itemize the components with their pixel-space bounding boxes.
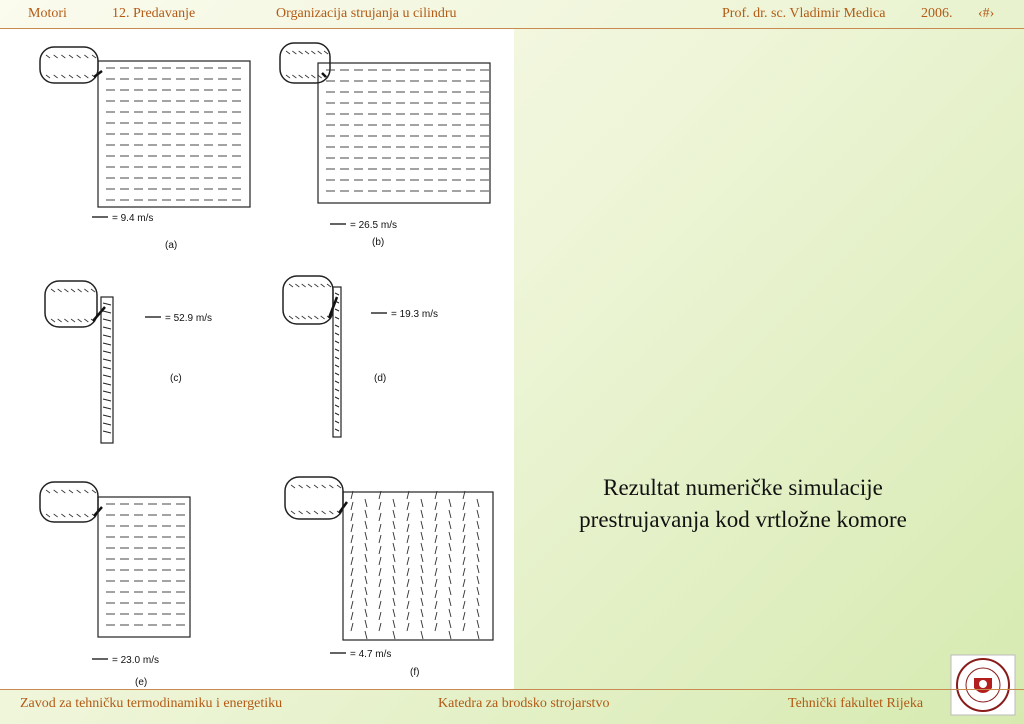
- header-year: 2006.: [921, 6, 953, 21]
- scale-key-label: = 52.9 m/s: [165, 313, 212, 324]
- flow-panel: [283, 276, 438, 437]
- velocity-vector: [77, 514, 81, 517]
- velocity-vector: [103, 407, 111, 409]
- velocity-vector: [299, 75, 303, 78]
- velocity-vector: [435, 612, 437, 620]
- velocity-vector: [407, 502, 409, 510]
- velocity-vector: [351, 502, 353, 510]
- velocity-vector: [335, 421, 339, 423]
- velocity-vector: [393, 554, 395, 562]
- velocity-vector: [103, 335, 111, 337]
- velocity-vector: [393, 543, 395, 551]
- velocity-vector: [58, 289, 62, 292]
- velocity-vector: [286, 75, 290, 78]
- velocity-vector: [379, 535, 381, 543]
- velocity-vector: [103, 391, 111, 393]
- velocity-vector: [351, 579, 353, 587]
- scale-key-label: = 19.3 m/s: [391, 309, 438, 320]
- velocity-vector: [365, 609, 367, 617]
- velocity-vector: [435, 579, 437, 587]
- velocity-vector: [91, 289, 95, 292]
- velocity-vector: [335, 405, 339, 407]
- velocity-vector: [449, 620, 451, 628]
- velocity-vector: [449, 609, 451, 617]
- caption-line-1: Rezultat numeričke simulacije: [603, 475, 883, 500]
- velocity-vector: [54, 75, 58, 78]
- velocity-vector: [449, 532, 451, 540]
- velocity-vector: [379, 579, 381, 587]
- velocity-vector: [335, 389, 339, 391]
- velocity-vector: [311, 75, 315, 78]
- velocity-vector: [463, 601, 465, 609]
- velocity-vector: [379, 601, 381, 609]
- cylinder-outline: [318, 63, 490, 203]
- prechamber-outline: [40, 47, 98, 83]
- velocity-vector: [103, 399, 111, 401]
- velocity-vector: [407, 513, 409, 521]
- velocity-vector: [329, 511, 333, 514]
- velocity-vector: [365, 620, 367, 628]
- velocity-vector: [69, 55, 73, 58]
- velocity-vector: [407, 535, 409, 543]
- velocity-vector: [393, 532, 395, 540]
- footer-divider: [0, 689, 1024, 690]
- velocity-vector: [463, 513, 465, 521]
- velocity-vector: [393, 576, 395, 584]
- velocity-vector: [365, 543, 367, 551]
- velocity-vector: [393, 620, 395, 628]
- velocity-vector: [477, 499, 479, 507]
- velocity-vector: [54, 490, 58, 493]
- velocity-vector: [365, 532, 367, 540]
- velocity-vector: [407, 623, 409, 631]
- velocity-vector: [84, 319, 88, 322]
- velocity-vector: [379, 546, 381, 554]
- velocity-vector: [291, 485, 295, 488]
- velocity-vector: [477, 554, 479, 562]
- velocity-vector: [299, 485, 303, 488]
- velocity-vector: [318, 51, 322, 54]
- scale-key-label: = 26.5 m/s: [350, 220, 397, 231]
- velocity-vector: [103, 359, 111, 361]
- velocity-vector: [46, 75, 50, 78]
- cylinder-outline: [101, 297, 113, 443]
- velocity-vector: [435, 590, 437, 598]
- velocity-vector: [379, 590, 381, 598]
- velocity-vector: [379, 568, 381, 576]
- velocity-vector: [103, 415, 111, 417]
- velocity-vector: [421, 587, 423, 595]
- velocity-vector: [335, 317, 339, 319]
- velocity-vector: [365, 598, 367, 606]
- velocity-vector: [78, 289, 82, 292]
- velocity-vector: [103, 311, 111, 313]
- velocity-vector: [292, 51, 296, 54]
- velocity-vector: [435, 535, 437, 543]
- velocity-vector: [435, 546, 437, 554]
- velocity-vector: [477, 631, 479, 639]
- velocity-vector: [77, 75, 81, 78]
- velocity-vector: [314, 316, 318, 319]
- velocity-vector: [103, 423, 111, 425]
- velocity-vector: [435, 513, 437, 521]
- velocity-vector: [71, 319, 75, 322]
- velocity-vector: [365, 587, 367, 595]
- velocity-vector: [308, 284, 312, 287]
- velocity-vector: [295, 284, 299, 287]
- velocity-vector: [324, 51, 328, 54]
- university-seal-icon: [950, 654, 1016, 716]
- velocity-vector: [51, 319, 55, 322]
- velocity-vector: [449, 521, 451, 529]
- velocity-vector: [103, 303, 111, 305]
- velocity-vector: [421, 620, 423, 628]
- velocity-vector: [351, 623, 353, 631]
- flow-panel: [40, 47, 250, 251]
- velocity-vector: [407, 546, 409, 554]
- velocity-vector: [311, 51, 315, 54]
- cylinder-outline: [98, 497, 190, 637]
- velocity-vector: [379, 524, 381, 532]
- velocity-vector: [77, 55, 81, 58]
- velocity-vector: [463, 502, 465, 510]
- velocity-vector: [335, 397, 339, 399]
- velocity-vector: [365, 565, 367, 573]
- velocity-vector: [314, 511, 318, 514]
- velocity-vector: [421, 576, 423, 584]
- velocity-vector: [69, 514, 73, 517]
- panel-letter: (a): [165, 240, 178, 251]
- velocity-vector: [449, 576, 451, 584]
- velocity-vector: [46, 514, 50, 517]
- velocity-vector: [46, 490, 50, 493]
- velocity-vector: [421, 565, 423, 573]
- panel-letter: (d): [374, 373, 387, 384]
- flow-panel: [45, 281, 212, 443]
- header-topic: Organizacija strujanja u cilindru: [276, 6, 457, 21]
- velocity-vector: [463, 579, 465, 587]
- velocity-vector: [477, 576, 479, 584]
- velocity-vector: [477, 521, 479, 529]
- velocity-vector: [69, 490, 73, 493]
- velocity-vector: [335, 325, 339, 327]
- header-author: Prof. dr. sc. Vladimir Medica: [722, 6, 886, 21]
- velocity-vector: [393, 565, 395, 573]
- velocity-vector: [289, 316, 293, 319]
- velocity-vector: [103, 351, 111, 353]
- velocity-vector: [421, 554, 423, 562]
- velocity-vector: [103, 383, 111, 385]
- velocity-vector: [61, 490, 65, 493]
- velocity-vector: [103, 375, 111, 377]
- velocity-vector: [84, 75, 88, 78]
- velocity-vector: [435, 524, 437, 532]
- scale-key-label: = 9.4 m/s: [112, 213, 154, 224]
- velocity-vector: [103, 327, 111, 329]
- flow-panel: [285, 477, 493, 678]
- velocity-vector: [407, 579, 409, 587]
- velocity-vector: [477, 532, 479, 540]
- velocity-vector: [306, 485, 310, 488]
- velocity-vector: [393, 609, 395, 617]
- slide-header: [0, 0, 1024, 28]
- velocity-vector: [286, 51, 290, 54]
- velocity-vector: [335, 349, 339, 351]
- velocity-vector: [61, 514, 65, 517]
- velocity-vector: [463, 568, 465, 576]
- velocity-vector: [463, 524, 465, 532]
- velocity-vector: [322, 511, 326, 514]
- caption-line-2: prestrujavanja kod vrtložne komore: [579, 507, 907, 532]
- scale-key-label: = 23.0 m/s: [112, 655, 159, 666]
- velocity-vector: [407, 557, 409, 565]
- velocity-vector: [365, 554, 367, 562]
- scale-key-label: = 4.7 m/s: [350, 649, 392, 660]
- velocity-vector: [314, 284, 318, 287]
- velocity-vector: [103, 431, 111, 433]
- velocity-vector: [291, 511, 295, 514]
- velocity-vector: [365, 510, 367, 518]
- velocity-vector: [435, 601, 437, 609]
- velocity-vector: [61, 75, 65, 78]
- velocity-vector: [305, 51, 309, 54]
- footer-faculty: Tehnički fakultet Rijeka: [788, 696, 924, 711]
- velocity-vector: [337, 485, 341, 488]
- throat-channel: [322, 73, 326, 77]
- velocity-vector: [393, 510, 395, 518]
- velocity-vector: [435, 502, 437, 510]
- velocity-vector: [71, 289, 75, 292]
- velocity-vector: [407, 524, 409, 532]
- velocity-vector: [322, 485, 326, 488]
- velocity-vector: [321, 316, 325, 319]
- velocity-vector: [64, 319, 68, 322]
- velocity-vector: [463, 590, 465, 598]
- velocity-vector: [463, 557, 465, 565]
- velocity-vector: [302, 316, 306, 319]
- velocity-vector: [463, 623, 465, 631]
- velocity-vector: [463, 535, 465, 543]
- velocity-vector: [84, 289, 88, 292]
- velocity-vector: [351, 601, 353, 609]
- velocity-vector: [421, 521, 423, 529]
- velocity-vector: [64, 289, 68, 292]
- velocity-vector: [379, 623, 381, 631]
- velocity-vector: [51, 289, 55, 292]
- velocity-vector: [335, 357, 339, 359]
- velocity-vector: [365, 499, 367, 507]
- velocity-vector: [421, 598, 423, 606]
- velocity-vector: [103, 319, 111, 321]
- velocity-vector: [335, 381, 339, 383]
- velocity-vector: [407, 612, 409, 620]
- velocity-vector: [54, 55, 58, 58]
- velocity-vector: [321, 284, 325, 287]
- velocity-vector: [449, 587, 451, 595]
- velocity-vector: [463, 612, 465, 620]
- velocity-vector: [299, 511, 303, 514]
- velocity-vector: [84, 490, 88, 493]
- velocity-vector: [407, 568, 409, 576]
- velocity-vector: [292, 75, 296, 78]
- velocity-vector: [449, 565, 451, 573]
- velocity-vector: [351, 513, 353, 521]
- velocity-vector: [92, 55, 96, 58]
- velocity-vector: [477, 543, 479, 551]
- velocity-vector: [329, 485, 333, 488]
- simulation-figure: [0, 29, 514, 690]
- velocity-vector: [335, 413, 339, 415]
- velocity-vector: [61, 55, 65, 58]
- velocity-vector: [351, 557, 353, 565]
- velocity-vector: [379, 612, 381, 620]
- velocity-vector: [477, 565, 479, 573]
- velocity-vector: [365, 576, 367, 584]
- velocity-vector: [393, 499, 395, 507]
- velocity-vector: [407, 601, 409, 609]
- velocity-vector: [477, 510, 479, 518]
- velocity-vector: [335, 333, 339, 335]
- velocity-vector: [69, 75, 73, 78]
- velocity-vector: [379, 502, 381, 510]
- velocity-vector: [335, 373, 339, 375]
- velocity-vector: [463, 546, 465, 554]
- velocity-vector: [435, 557, 437, 565]
- velocity-vector: [54, 514, 58, 517]
- velocity-vector: [421, 532, 423, 540]
- velocity-vector: [78, 319, 82, 322]
- velocity-vector: [103, 343, 111, 345]
- velocity-vector: [449, 631, 451, 639]
- velocity-vector: [46, 55, 50, 58]
- header-lecture: 12. Predavanje: [112, 6, 196, 21]
- panel-letter: (b): [372, 237, 385, 248]
- velocity-vector: [351, 546, 353, 554]
- header-course: Motori: [28, 6, 67, 21]
- velocity-vector: [477, 598, 479, 606]
- velocity-vector: [393, 521, 395, 529]
- velocity-vector: [393, 587, 395, 595]
- velocity-vector: [335, 293, 339, 295]
- velocity-vector: [335, 309, 339, 311]
- velocity-vector: [449, 554, 451, 562]
- velocity-vector: [421, 499, 423, 507]
- velocity-vector: [435, 623, 437, 631]
- panel-letter: (c): [170, 373, 182, 384]
- velocity-vector: [351, 524, 353, 532]
- flow-panel: [280, 43, 490, 248]
- velocity-vector: [58, 319, 62, 322]
- footer-chair: Katedra za brodsko strojarstvo: [438, 696, 610, 711]
- velocity-vector: [379, 513, 381, 521]
- velocity-vector: [477, 620, 479, 628]
- velocity-vector: [327, 284, 331, 287]
- velocity-vector: [289, 284, 293, 287]
- velocity-vector: [335, 429, 339, 431]
- velocity-vector: [351, 535, 353, 543]
- velocity-vector: [421, 510, 423, 518]
- velocity-vector: [477, 609, 479, 617]
- velocity-vector: [351, 590, 353, 598]
- velocity-vector: [449, 510, 451, 518]
- velocity-vector: [407, 590, 409, 598]
- velocity-vector: [103, 367, 111, 369]
- velocity-vector: [449, 499, 451, 507]
- velocity-vector: [449, 543, 451, 551]
- velocity-vector: [305, 75, 309, 78]
- flow-field-diagram: [0, 29, 514, 690]
- panel-letter: (e): [135, 677, 148, 688]
- velocity-vector: [302, 284, 306, 287]
- velocity-vector: [335, 341, 339, 343]
- velocity-vector: [351, 612, 353, 620]
- velocity-vector: [306, 511, 310, 514]
- velocity-vector: [421, 543, 423, 551]
- velocity-vector: [365, 631, 367, 639]
- velocity-vector: [77, 490, 81, 493]
- velocity-vector: [393, 598, 395, 606]
- velocity-vector: [299, 51, 303, 54]
- velocity-vector: [421, 609, 423, 617]
- velocity-vector: [421, 631, 423, 639]
- velocity-vector: [365, 521, 367, 529]
- velocity-vector: [335, 365, 339, 367]
- velocity-vector: [314, 485, 318, 488]
- velocity-vector: [84, 514, 88, 517]
- velocity-vector: [84, 55, 88, 58]
- footer-department: Zavod za tehničku termodinamiku i energetiku: [20, 696, 283, 711]
- velocity-vector: [379, 557, 381, 565]
- velocity-vector: [449, 598, 451, 606]
- velocity-vector: [308, 316, 312, 319]
- velocity-vector: [435, 568, 437, 576]
- panel-letter: (f): [410, 667, 420, 678]
- header-page-number: ‹#›: [978, 6, 995, 21]
- velocity-vector: [295, 316, 299, 319]
- velocity-vector: [92, 490, 96, 493]
- velocity-vector: [393, 631, 395, 639]
- velocity-vector: [477, 587, 479, 595]
- flow-panel: [40, 482, 190, 688]
- velocity-vector: [351, 568, 353, 576]
- slide-caption: [530, 472, 956, 536]
